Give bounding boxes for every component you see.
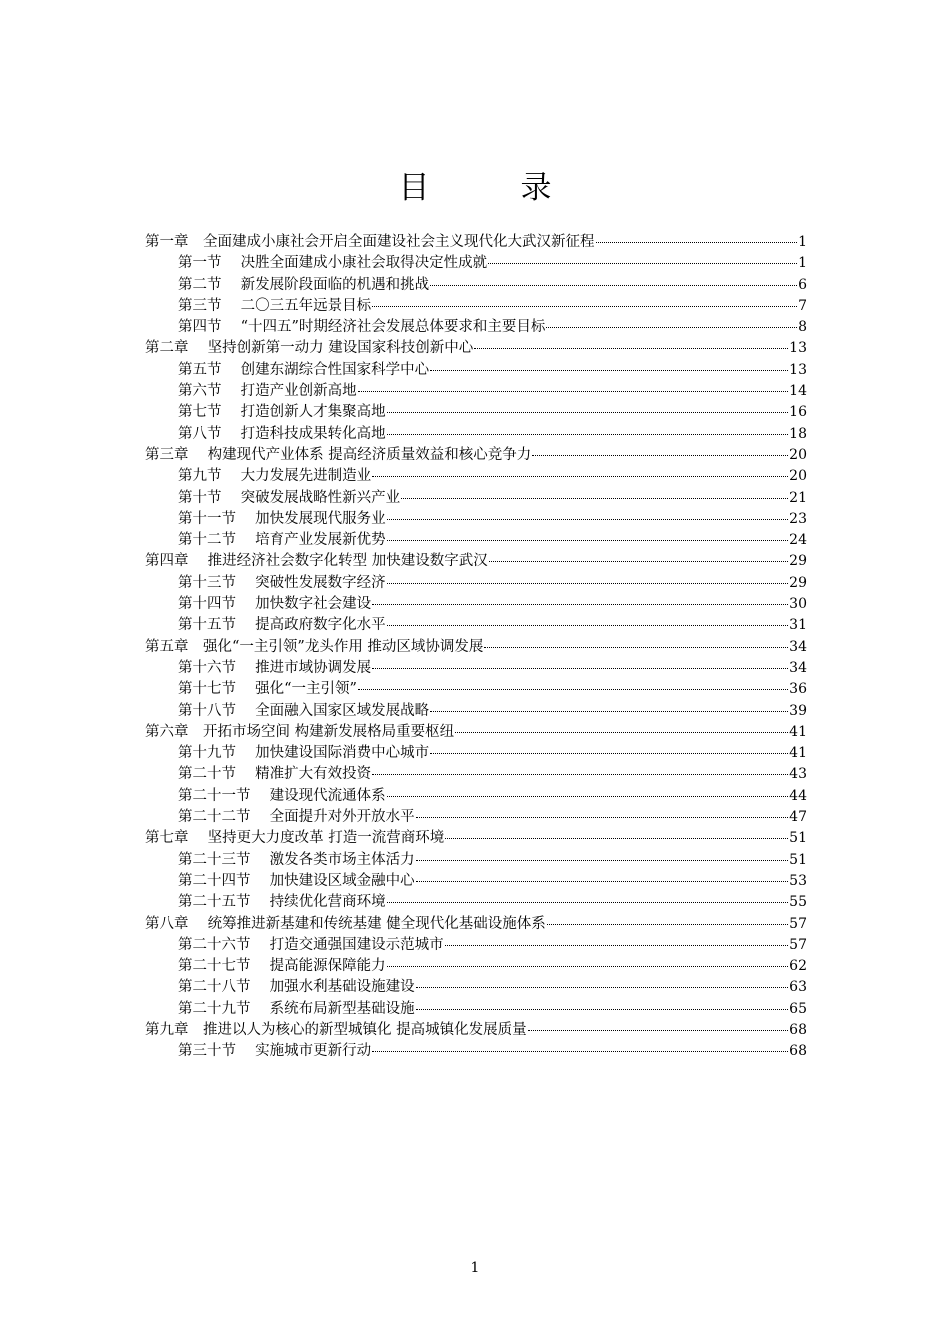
toc-entry-page-number: 1 bbox=[798, 255, 807, 272]
toc-entry-page-number: 1 bbox=[798, 234, 807, 250]
dot-leader bbox=[596, 242, 798, 243]
toc-chapter-entry[interactable] bbox=[145, 914, 807, 935]
toc-entry-label: 第二十六节 打造交通强国建设示范城市 bbox=[178, 936, 444, 953]
toc-section-entry[interactable] bbox=[145, 658, 807, 679]
dot-leader bbox=[372, 774, 788, 775]
dot-leader bbox=[445, 945, 789, 946]
toc-section-entry[interactable] bbox=[145, 850, 807, 871]
toc-entry-page-number: 16 bbox=[789, 404, 807, 421]
dot-leader bbox=[528, 1030, 789, 1031]
dot-leader bbox=[430, 370, 788, 371]
dot-leader bbox=[387, 796, 789, 797]
toc-entry-page-number: 39 bbox=[789, 702, 807, 719]
toc-section-entry[interactable] bbox=[145, 956, 807, 977]
toc-section-entry[interactable] bbox=[145, 530, 807, 551]
toc-section-entry[interactable] bbox=[145, 402, 807, 423]
toc-entry-page-number: 57 bbox=[789, 936, 807, 953]
toc-section-entry[interactable] bbox=[145, 488, 807, 509]
toc-section-entry[interactable] bbox=[145, 253, 807, 274]
toc-entry-label: 第十七节 强化“一主引领” bbox=[178, 681, 357, 698]
dot-leader bbox=[416, 860, 789, 861]
toc-chapter-entry[interactable] bbox=[145, 722, 807, 743]
toc-entry-page-number: 8 bbox=[798, 319, 807, 336]
toc-entry-page-number: 13 bbox=[789, 361, 807, 378]
toc-section-entry[interactable] bbox=[145, 615, 807, 636]
toc-section-entry[interactable] bbox=[145, 786, 807, 807]
toc-entry-label: 第五节 创建东湖综合性国家科学中心 bbox=[178, 361, 430, 378]
dot-leader bbox=[401, 498, 788, 499]
toc-section-entry[interactable] bbox=[145, 999, 807, 1020]
dot-leader bbox=[474, 348, 788, 349]
dot-leader bbox=[387, 540, 789, 541]
toc-chapter-entry[interactable] bbox=[145, 338, 807, 359]
dot-leader bbox=[546, 327, 797, 328]
toc-entry-page-number: 29 bbox=[789, 574, 807, 591]
toc-title: 目 录 bbox=[398, 170, 582, 206]
toc-entry-page-number: 14 bbox=[789, 383, 807, 400]
dot-leader bbox=[532, 455, 788, 456]
toc-entry-label: 第二章 坚持创新第一动力 建设国家科技创新中心 bbox=[145, 340, 474, 357]
dot-leader bbox=[430, 285, 797, 286]
toc-chapter-entry[interactable] bbox=[145, 637, 807, 658]
dot-leader bbox=[372, 476, 788, 477]
dot-leader bbox=[372, 1051, 788, 1052]
toc-chapter-entry[interactable] bbox=[145, 445, 807, 466]
toc-entry-page-number: 34 bbox=[789, 659, 807, 676]
toc-entry-label: 第六节 打造产业创新高地 bbox=[178, 383, 357, 400]
dot-leader bbox=[387, 434, 789, 435]
toc-entry-page-number: 6 bbox=[798, 276, 807, 293]
toc-section-entry[interactable] bbox=[145, 466, 807, 487]
toc-entry-page-number: 41 bbox=[789, 723, 807, 740]
toc-entry-label: 第十节 突破发展战略性新兴产业 bbox=[178, 489, 401, 506]
toc-section-entry[interactable] bbox=[145, 296, 807, 317]
toc-entry-label: 第一节 决胜全面建成小康社会取得决定性成就 bbox=[178, 255, 488, 272]
toc-entry-label: 第十二节 培育产业发展新优势 bbox=[178, 532, 386, 549]
toc-entry-label: 第三十节 实施城市更新行动 bbox=[178, 1043, 372, 1060]
dot-leader bbox=[358, 689, 788, 690]
toc-section-entry[interactable] bbox=[145, 743, 807, 764]
toc-entry-label: 第四节 “十四五”时期经济社会发展总体要求和主要目标 bbox=[178, 319, 546, 336]
toc-entry-page-number: 7 bbox=[798, 297, 807, 314]
toc-entry-page-number: 29 bbox=[789, 553, 807, 570]
dot-leader bbox=[484, 647, 788, 648]
toc-section-entry[interactable] bbox=[145, 424, 807, 445]
toc-entry-label: 第十九节 加快建设国际消费中心城市 bbox=[178, 745, 430, 762]
toc-entry-page-number: 51 bbox=[789, 830, 807, 847]
toc-entry-label: 第十四节 加快数字社会建设 bbox=[178, 596, 372, 613]
toc-entry-label: 第二十节 精准扩大有效投资 bbox=[178, 766, 372, 783]
toc-entry-page-number: 43 bbox=[789, 766, 807, 783]
toc-entry-page-number: 44 bbox=[789, 787, 807, 804]
toc-entry-label: 第二十七节 提高能源保障能力 bbox=[178, 958, 386, 975]
toc-entry-label: 第四章 推进经济社会数字化转型 加快建设数字武汉 bbox=[145, 553, 488, 570]
toc-section-entry[interactable] bbox=[145, 594, 807, 615]
toc-entry-label: 第三章 构建现代产业体系 提高经济质量效益和核心竞争力 bbox=[145, 446, 532, 463]
toc-entry-label: 第十一节 加快发展现代服务业 bbox=[178, 510, 386, 527]
toc-chapter-entry[interactable] bbox=[145, 232, 807, 253]
dot-leader bbox=[387, 519, 789, 520]
toc-section-entry[interactable] bbox=[145, 977, 807, 998]
toc-entry-page-number: 51 bbox=[789, 851, 807, 868]
toc-entry-page-number: 23 bbox=[789, 510, 807, 527]
dot-leader bbox=[387, 583, 789, 584]
page-number: 1 bbox=[470, 1260, 480, 1276]
dot-leader bbox=[387, 966, 789, 967]
toc-entry-label: 第二十八节 加强水利基础设施建设 bbox=[178, 979, 415, 996]
toc-entry-page-number: 57 bbox=[789, 915, 807, 932]
toc-entry-label: 第十八节 全面融入国家区域发展战略 bbox=[178, 702, 430, 719]
toc-entry-label: 第二十五节 持续优化营商环境 bbox=[178, 894, 386, 911]
toc-entry-page-number: 24 bbox=[789, 532, 807, 549]
toc-entry-label: 第六章 开拓市场空间 构建新发展格局重要枢纽 bbox=[145, 723, 455, 740]
table-of-contents bbox=[145, 232, 807, 1063]
dot-leader bbox=[372, 604, 788, 605]
toc-section-entry[interactable] bbox=[145, 701, 807, 722]
dot-leader bbox=[430, 711, 788, 712]
dot-leader bbox=[455, 732, 788, 733]
toc-entry-label: 第七章 坚持更大力度改革 打造一流营商环境 bbox=[145, 830, 445, 847]
toc-chapter-entry[interactable] bbox=[145, 551, 807, 572]
dot-leader bbox=[416, 1009, 789, 1010]
toc-entry-page-number: 20 bbox=[789, 446, 807, 463]
toc-entry-label: 第七节 打造创新人才集聚高地 bbox=[178, 404, 386, 421]
toc-section-entry[interactable] bbox=[145, 1041, 807, 1062]
toc-entry-page-number: 65 bbox=[789, 1000, 807, 1017]
toc-entry-label: 第三节 二〇三五年远景目标 bbox=[178, 297, 372, 314]
toc-chapter-entry[interactable] bbox=[145, 828, 807, 849]
dot-leader bbox=[547, 924, 788, 925]
toc-entry-page-number: 53 bbox=[789, 872, 807, 889]
dot-leader bbox=[445, 838, 788, 839]
toc-section-entry[interactable] bbox=[145, 807, 807, 828]
toc-entry-label: 第十三节 突破性发展数字经济 bbox=[178, 574, 386, 591]
dot-leader bbox=[387, 902, 789, 903]
toc-entry-page-number: 34 bbox=[789, 638, 807, 655]
toc-entry-label: 第十六节 推进市域协调发展 bbox=[178, 659, 372, 676]
toc-entry-page-number: 62 bbox=[789, 958, 807, 975]
toc-entry-page-number: 20 bbox=[789, 468, 807, 485]
toc-section-entry[interactable] bbox=[145, 360, 807, 381]
toc-section-entry[interactable] bbox=[145, 764, 807, 785]
toc-entry-page-number: 55 bbox=[789, 894, 807, 911]
toc-entry-page-number: 68 bbox=[789, 1021, 807, 1038]
toc-entry-label: 第八章 统筹推进新基建和传统基建 健全现代化基础设施体系 bbox=[145, 915, 546, 932]
toc-entry-page-number: 30 bbox=[789, 596, 807, 613]
dot-leader bbox=[387, 412, 789, 413]
toc-section-entry[interactable] bbox=[145, 381, 807, 402]
dot-leader bbox=[387, 625, 789, 626]
toc-entry-label: 第十五节 提高政府数字化水平 bbox=[178, 617, 386, 634]
toc-entry-label: 第二十三节 激发各类市场主体活力 bbox=[178, 851, 415, 868]
toc-section-entry[interactable] bbox=[145, 317, 807, 338]
toc-section-entry[interactable] bbox=[145, 275, 807, 296]
toc-entry-page-number: 36 bbox=[789, 681, 807, 698]
toc-entry-label: 第九章 推进以人为核心的新型城镇化 提高城镇化发展质量 bbox=[145, 1021, 527, 1038]
toc-entry-label: 第一章 全面建成小康社会开启全面建设社会主义现代化大武汉新征程 bbox=[145, 234, 595, 250]
toc-entry-page-number: 63 bbox=[789, 979, 807, 996]
toc-entry-page-number: 68 bbox=[789, 1043, 807, 1060]
dot-leader bbox=[430, 753, 788, 754]
toc-entry-label: 第八节 打造科技成果转化高地 bbox=[178, 425, 386, 442]
dot-leader bbox=[488, 263, 797, 264]
toc-entry-page-number: 47 bbox=[789, 809, 807, 826]
dot-leader bbox=[416, 817, 789, 818]
dot-leader bbox=[416, 881, 789, 882]
toc-entry-label: 第二十四节 加快建设区域金融中心 bbox=[178, 872, 415, 889]
toc-entry-label: 第二十一节 建设现代流通体系 bbox=[178, 787, 386, 804]
toc-entry-label: 第九节 大力发展先进制造业 bbox=[178, 468, 372, 485]
dot-leader bbox=[416, 987, 789, 988]
toc-entry-page-number: 18 bbox=[789, 425, 807, 442]
toc-section-entry[interactable] bbox=[145, 509, 807, 530]
dot-leader bbox=[372, 306, 797, 307]
toc-section-entry[interactable] bbox=[145, 573, 807, 594]
toc-entry-label: 第二节 新发展阶段面临的机遇和挑战 bbox=[178, 276, 430, 293]
toc-section-entry[interactable] bbox=[145, 871, 807, 892]
toc-entry-label: 第二十二节 全面提升对外开放水平 bbox=[178, 809, 415, 826]
dot-leader bbox=[489, 561, 788, 562]
toc-section-entry[interactable] bbox=[145, 935, 807, 956]
dot-leader bbox=[358, 391, 789, 392]
toc-section-entry[interactable] bbox=[145, 892, 807, 913]
dot-leader bbox=[372, 668, 788, 669]
toc-section-entry[interactable] bbox=[145, 679, 807, 700]
toc-entry-page-number: 41 bbox=[789, 745, 807, 762]
toc-entry-label: 第五章 强化“一主引领”龙头作用 推动区域协调发展 bbox=[145, 638, 484, 655]
toc-entry-page-number: 13 bbox=[789, 340, 807, 357]
toc-entry-label: 第二十九节 系统布局新型基础设施 bbox=[178, 1000, 415, 1017]
toc-entry-page-number: 31 bbox=[789, 617, 807, 634]
toc-chapter-entry[interactable] bbox=[145, 1020, 807, 1041]
toc-entry-page-number: 21 bbox=[789, 489, 807, 506]
